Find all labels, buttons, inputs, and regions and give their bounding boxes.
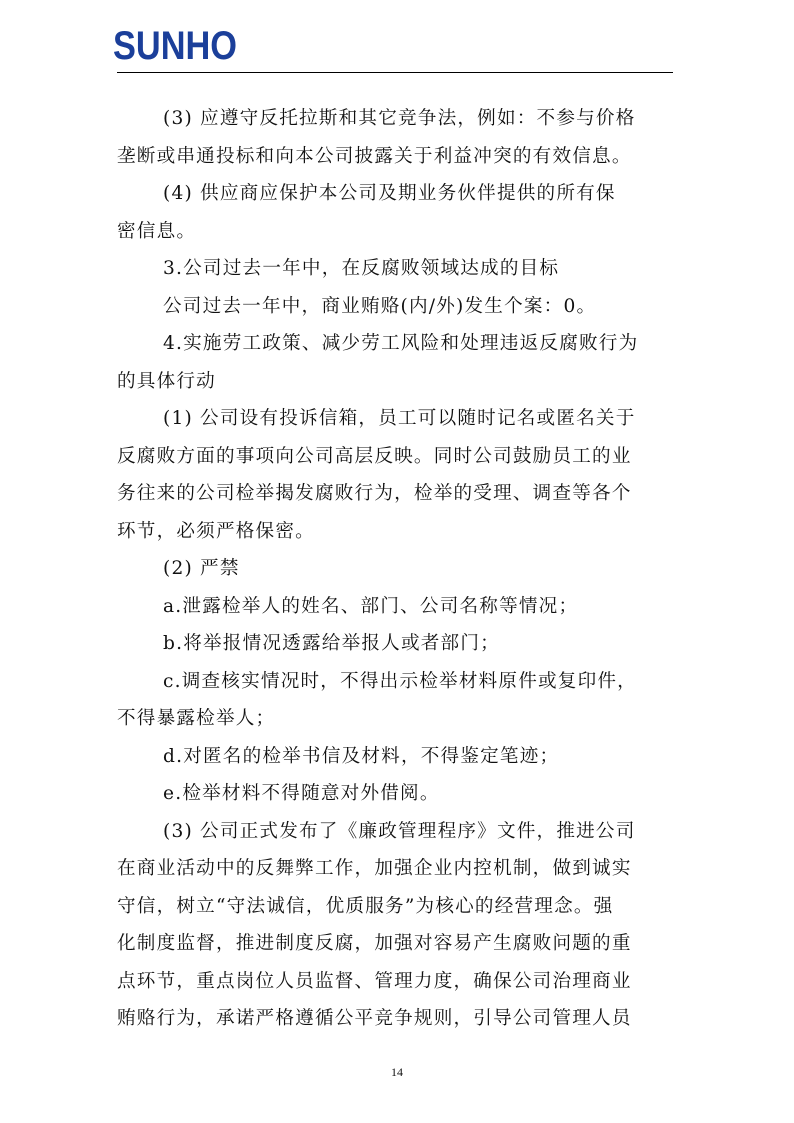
text-line: 密信息。 — [117, 220, 197, 242]
paragraph — [117, 738, 675, 776]
text-line: (4) 供应商应保护本公司及期业务伙伴提供的所有保 — [163, 183, 616, 204]
paragraph — [117, 813, 675, 1038]
text-line: 贿赂行为，承诺严格遵循公平竞争规则，引导公司管理人员 — [117, 1008, 632, 1029]
paragraph — [117, 400, 675, 550]
paragraph — [117, 588, 675, 626]
paragraph — [117, 175, 675, 250]
text-line: 在商业活动中的反舞弊工作，加强企业内控机制，做到诚实 — [117, 858, 632, 879]
svg-text:SUNHO: SUNHO — [113, 24, 237, 68]
text-line: 不得暴露检举人； — [117, 708, 276, 729]
paragraph — [117, 550, 675, 588]
company-logo — [113, 24, 239, 66]
text-line: 3.公司过去一年中，在反腐败领域达成的目标 — [163, 258, 560, 279]
text-line: 务往来的公司检举揭发腐败行为，检举的受理、调查等各个 — [117, 483, 632, 504]
text-line: e.检举材料不得随意对外借阅。 — [163, 783, 440, 804]
text-line: d.对匿名的检举书信及材料，不得鉴定笔迹； — [163, 745, 560, 767]
header-rule — [117, 72, 673, 73]
text-line: 公司过去一年中，商业贿赂(内/外)发生个案：0。 — [163, 295, 597, 317]
paragraph — [117, 663, 675, 738]
paragraph — [117, 325, 675, 400]
text-line: 化制度监督，推进制度反腐，加强对容易产生腐败问题的重 — [117, 933, 632, 954]
text-line: 环节，必须严格保密。 — [117, 520, 315, 542]
text-line: 的具体行动 — [117, 370, 216, 392]
text-line: 守信，树立“守法诚信，优质服务”为核心的经营理念。强 — [117, 895, 614, 917]
text-line: b.将举报情况透露给举报人或者部门； — [163, 633, 500, 654]
sunho-logo-graphic — [113, 24, 239, 66]
text-line: (2) 严禁 — [163, 558, 240, 579]
text-line: (3) 公司正式发布了《廉政管理程序》文件，推进公司 — [163, 820, 636, 842]
paragraph — [117, 100, 675, 175]
text-line: 点环节，重点岗位人员监督、管理力度，确保公司治理商业 — [117, 970, 632, 992]
paragraph — [117, 625, 675, 663]
text-line: a.泄露检举人的姓名、部门、公司名称等情况； — [163, 595, 579, 617]
paragraph — [117, 775, 675, 813]
paragraph — [117, 250, 675, 288]
text-line: 垄断或串通投标和向本公司披露关于利益冲突的有效信息。 — [117, 145, 632, 167]
page-number: 14 — [391, 1065, 403, 1079]
document-body — [117, 100, 675, 1038]
paragraph — [117, 288, 675, 326]
text-line: c.调查核实情况时，不得出示检举材料原件或复印件， — [163, 670, 637, 692]
text-line: (1) 公司设有投诉信箱，员工可以随时记名或匿名关于 — [163, 408, 636, 429]
text-line: 反腐败方面的事项向公司高层反映。同时公司鼓励员工的业 — [117, 445, 632, 467]
text-line: 4.实施劳工政策、减少劳工风险和处理违返反腐败行为 — [163, 333, 639, 354]
text-line: (3) 应遵守反托拉斯和其它竞争法，例如：不参与价格 — [163, 108, 636, 129]
